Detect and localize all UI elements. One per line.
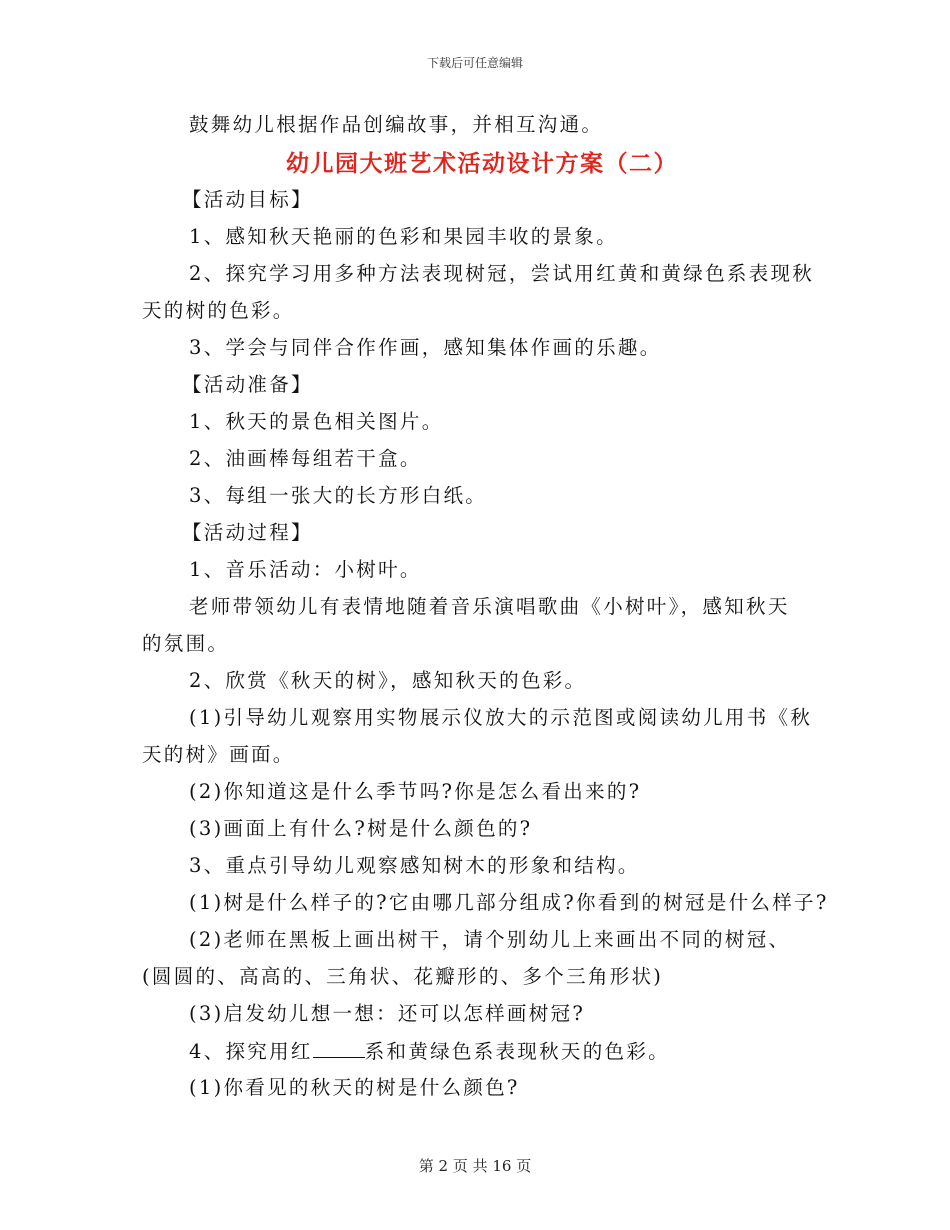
paragraph-line: 鼓舞幼儿根据作品创编故事，并相互沟通。 [189,113,604,136]
page-header: 下载后可任意编辑 [426,56,523,70]
paragraph-line: 1、感知秋天艳丽的色彩和果园丰收的景象。 [189,225,618,248]
paragraph-line: (圆圆的、高高的、三角状、花瓣形的、多个三角形状) [142,965,664,988]
paragraph-line: (2)老师在黑板上画出树干，请个别幼儿上来画出不同的树冠、 [189,928,791,951]
paragraph-line: 1、秋天的景色相关图片。 [189,410,444,433]
section-heading: 【活动过程】 [182,521,313,544]
paragraph-line-with-blank [142,1038,822,1063]
paragraph-line: 天的树的色彩。 [142,299,295,322]
fill-in-blank [313,1038,365,1058]
paragraph-line: (1)树是什么样子的?它由哪几部分组成?你看到的树冠是什么样子? [189,891,829,914]
section-title: 幼儿园大班艺术活动设计方案（二） [286,150,678,177]
page-footer: 第 2 页 共 16 页 [418,1157,532,1175]
paragraph-line: 3、学会与同伴合作作画，感知集体作画的乐趣。 [189,336,662,359]
paragraph-line: 3、重点引导幼儿观察感知树木的形象和结构。 [189,854,640,877]
paragraph-line: 3、每组一张大的长方形白纸。 [189,484,488,507]
paragraph-list [142,187,829,1026]
blank-line-after: 系和黄绿色系表现秋天的色彩。 [364,1040,670,1063]
document-body [142,112,829,1112]
section-heading: 【活动准备】 [182,373,313,396]
section-heading: 【活动目标】 [182,188,313,211]
paragraph-line: (1)你看见的秋天的树是什么颜色? [189,1076,520,1099]
paragraph-line: (3)启发幼儿想一想：还可以怎样画树冠? [189,1002,586,1025]
paragraph-line: (1)引导幼儿观察用实物展示仪放大的示范图或阅读幼儿用书《秋 [189,706,813,729]
paragraph-line: 2、探究学习用多种方法表现树冠，尝试用红黄和黄绿色系表现秋 [189,262,815,285]
paragraph-line: (2)你知道这是什么季节吗?你是怎么看出来的? [189,780,642,803]
paragraph-line: 2、油画棒每组若干盒。 [189,447,422,470]
paragraph-line: (3)画面上有什么?树是什么颜色的? [189,817,533,840]
paragraph-line: 1、音乐活动：小树叶。 [189,558,422,581]
paragraph-line: 2、欣赏《秋天的树》，感知秋天的色彩。 [189,669,587,692]
paragraph-line: 的氛围。 [142,632,230,655]
paragraph-line: 老师带领幼儿有表情地随着音乐演唱歌曲《小树叶》，感知秋天 [189,595,790,618]
blank-line-before: 4、探究用红 [189,1040,313,1063]
paragraph-line: 天的树》画面。 [142,743,295,766]
